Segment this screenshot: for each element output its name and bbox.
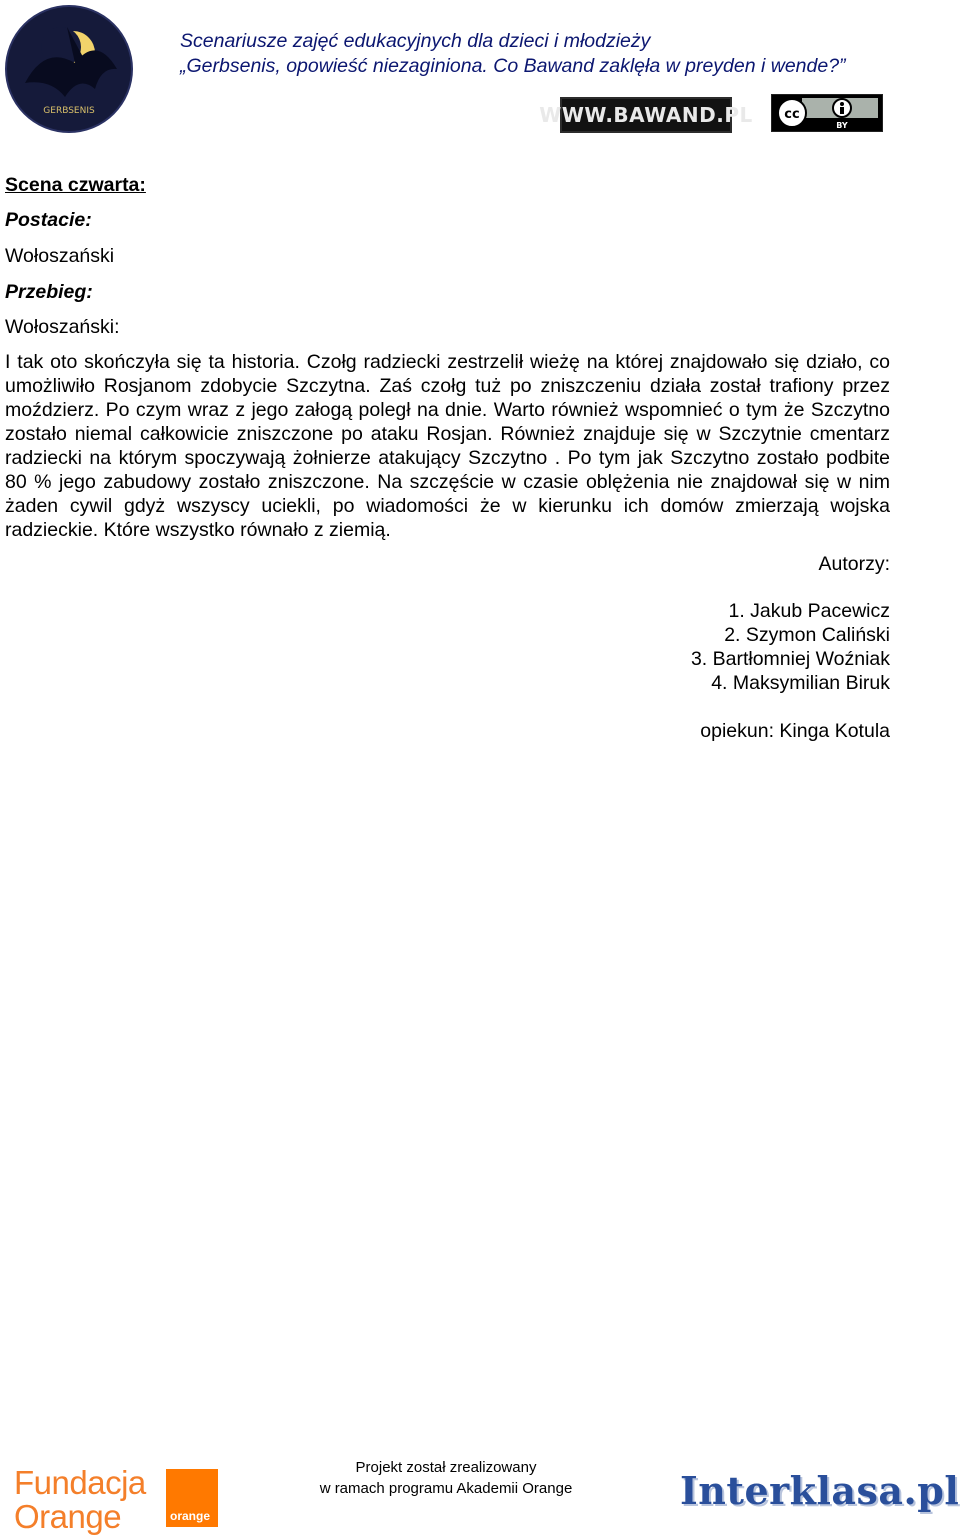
characters-label: Postacie: (5, 209, 92, 231)
plot-label: Przebieg: (5, 281, 93, 303)
authors-list (691, 599, 890, 695)
orange-brand-logo (166, 1469, 218, 1527)
gerbsenis-logo (5, 5, 133, 133)
author-item: 4. Maksymilian Biruk (711, 672, 890, 694)
header-title-line1: Scenariusze zajęć edukacyjnych dla dzieci i młodzieży (180, 30, 651, 52)
logo-text: GERBSENIS (43, 106, 95, 116)
orange-brand-text: orange (170, 1509, 211, 1523)
project-note (296, 1458, 596, 1499)
bawand-badge[interactable] (539, 97, 753, 133)
header-title-line2: „Gerbsenis, opowieść niezaginiona. Co Bawand zaklęła w preyden i wende?” (180, 55, 846, 77)
header-title (180, 29, 920, 79)
caretaker: opiekun: Kinga Kotula (700, 720, 890, 742)
interklasa-logo: Interklasa.pl (680, 1468, 960, 1513)
speaker-name: Wołoszański: (5, 316, 120, 338)
cc-by-license-badge[interactable] (771, 94, 883, 132)
project-note-line1: Projekt został zrealizowany (355, 1459, 537, 1476)
project-note-line2: w ramach programu Akademii Orange (319, 1479, 573, 1497)
character-name: Wołoszański (5, 245, 115, 267)
bawand-badge-text: WWW.BAWAND.PL (539, 103, 753, 127)
cc-by-text: BY (836, 121, 848, 130)
authors-label: Autorzy: (818, 553, 890, 575)
scene-heading: Scena czwarta: (5, 174, 146, 196)
authors-block (691, 552, 890, 743)
svg-text:cc: cc (784, 107, 800, 122)
fundacja-orange-logo (14, 1464, 146, 1535)
fundacja-line2: Orange (14, 1498, 122, 1535)
author-item: 1. Jakub Pacewicz (728, 600, 890, 622)
story-paragraph: I tak oto skończyła się ta historia. Czołg radziecki zestrzelił wieżę na której znajdowało się działo, co umożliwiło Rosjanom zdobycie Szczytna. Zaś czołg tuż po zniszczeniu działa został trafiony przez moździerz. Po czym wraz z jego załogą poległ na dnie. Warto również wspomnieć o tym że Szczytno zostało niemal całkowicie zniszczone po ataku Rosjan. Również znajduje się w Szczytnie cmentarz radziecki na którym spoczywają żołnierze atakujący Szczytno . Po tym jak Szczytno zostało podbite 80 % jego zabudowy zostało zniszczone. Na szczęście w czasie oblężenia nie znajdował się w nim żaden cywil gdyż wszyscy uciekli, po wiadomości że w kierunku ich domów zmierzają wojska radzieckie. Które wszystko równało z ziemią. (5, 351, 890, 541)
author-item: 2. Szymon Caliński (724, 624, 890, 646)
fundacja-line1: Fundacja (14, 1464, 146, 1501)
author-item: 3. Bartłomniej Woźniak (690, 648, 890, 670)
